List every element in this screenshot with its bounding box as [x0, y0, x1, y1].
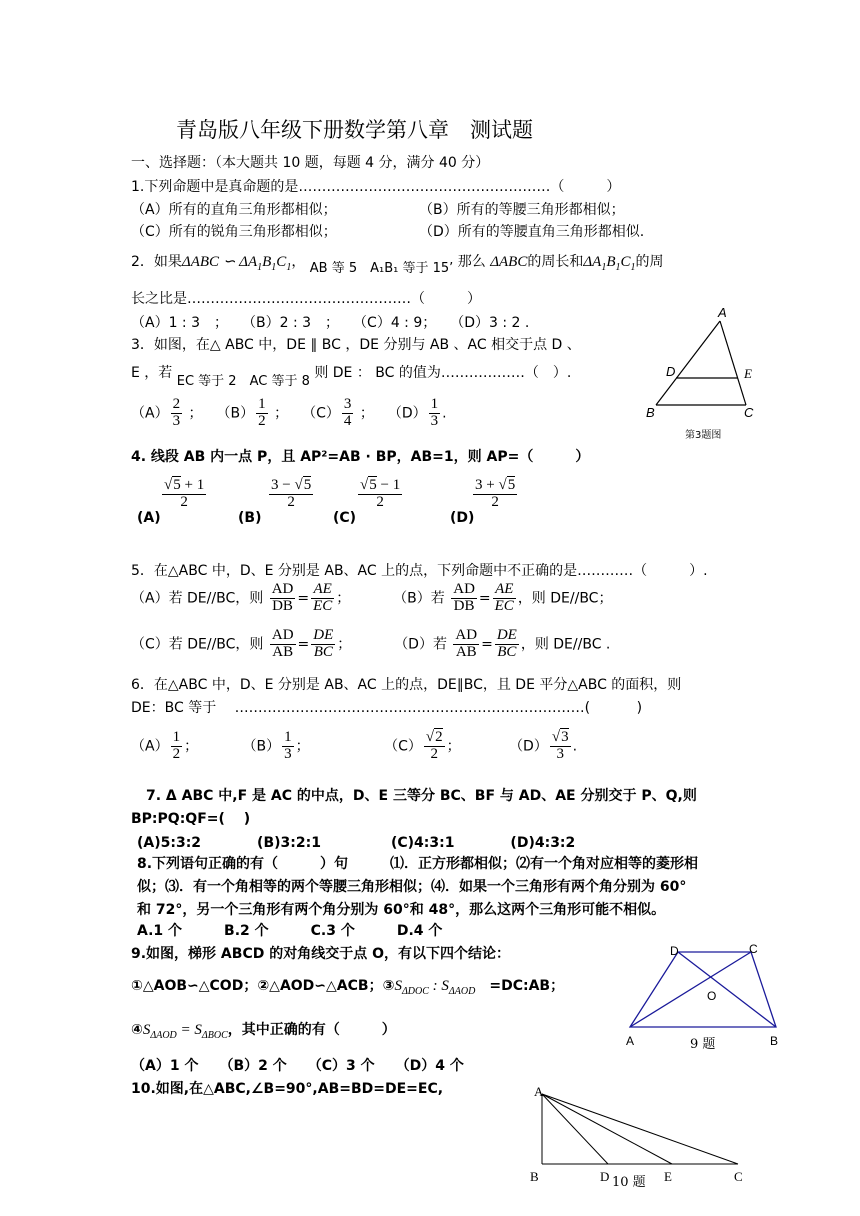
denominator: 2 — [491, 493, 499, 510]
frac: $\frac{√2}{2}$ — [425, 729, 443, 762]
q5-option-d-tail: ，则 DE//BC . — [520, 636, 611, 653]
label-a: A — [534, 1084, 544, 1099]
q7-line2: BP:PQ:QF=( ) — [131, 811, 251, 827]
segment-ab — [656, 321, 720, 405]
q9-line1: 9.如图，梯形 ABCD 的对角线交于点 O，有以下四个结论： — [131, 946, 510, 962]
q10-line1: 10.如图,在△ABC,∠B=90°,AB=BD=DE=EC, — [131, 1081, 444, 1097]
q4-stem: 4. 线段 AB 内一点 P，且 AP²=AB · BP，AB=1，则 AP=（ ） — [131, 449, 590, 465]
q9-text: ，其中正确的有（ ） — [227, 1022, 396, 1038]
q5-option-b-tail: ，则 DE//BC； — [517, 590, 613, 607]
q5-option-d: （D）若 — [394, 636, 447, 653]
denominator: 3 — [430, 412, 439, 429]
q3-label-a: （A） — [131, 405, 169, 422]
frac: $\frac{AD}{DB}$ — [453, 581, 475, 614]
segment-ac — [720, 321, 746, 405]
q4-label-d: (D) — [450, 510, 475, 526]
denominator: 2 — [180, 493, 188, 510]
q3-frac-d — [429, 397, 441, 430]
q3-text: 则 DE ： BC 的值为………………（ ）. — [314, 365, 572, 381]
label-c: C — [734, 1169, 743, 1184]
q2-ratio-note: AB 等 5 A₁B₁ 等于 15’ — [309, 261, 454, 276]
q9-area-ratio: $S_{\Delta DOC}$ : $S_{\Delta AOD}$ — [394, 978, 476, 997]
fig-caption: 10 题 — [612, 1175, 646, 1190]
q2-text: 的周 — [635, 254, 664, 270]
q1-option-b: （B）所有的等腰三角形都相似； — [419, 202, 625, 218]
segment-ae — [542, 1094, 672, 1164]
q3-text: E ，若 — [131, 365, 173, 381]
q3-frac-b — [256, 397, 268, 430]
q5-option-a: （A）若 DE//BC，则 — [131, 590, 264, 607]
label-a: A — [718, 305, 727, 320]
q2-line1 — [131, 251, 664, 276]
segment-ad — [542, 1094, 608, 1164]
q3-line2 — [131, 362, 572, 389]
q4-frac-d — [473, 478, 517, 511]
fig-caption: 9 题 — [690, 1037, 716, 1052]
q5-row1: （A）若 DE//BC，则 $\frac{AD}{DB}$ = $\frac{AE}{EC}$ ； （B）若 $\frac{AD}{DB}$ = $\frac{AE}{EC}$ ，则 DE//BC； — [131, 581, 613, 614]
q4-frac-a — [162, 478, 206, 511]
fig-caption: 第3题图 — [685, 430, 722, 441]
label-c: C — [749, 942, 758, 956]
q8-line1: 8.下列语句正确的有（ ）句 ⑴．正方形都相似；⑵有一个角对应相等的菱形相 — [137, 856, 699, 872]
denominator: 2 — [287, 493, 295, 510]
numerator: 2 — [172, 396, 181, 412]
q3-options: （A） $\frac{2}{3}$ ； （B） $\frac{1}{2}$ ； （C） $\frac{3}{4}$ ； （D） $\frac{1}{3}$ . — [131, 396, 447, 429]
q9-area-eq: $S_{\Delta AOD} = S_{\Delta BOC}$ — [142, 1022, 228, 1041]
q3-label-c: ； （C） — [274, 405, 340, 422]
q5-row2: （C）若 DE//BC，则 $\frac{AD}{AB}$ = $\frac{DE}{BC}$ ； （D）若 $\frac{AD}{AB}$ = $\frac{DE}{BC}$ ，则 DE//BC . — [131, 627, 611, 660]
q8-line3: 和 72°，另一个三角形有两个角分别为 60°和 48°，那么这两个三角形可能不相似。 — [137, 902, 666, 918]
frac: $\frac{AD}{DB}$ — [271, 581, 294, 614]
label-b: B — [646, 405, 655, 420]
q2-similarity-expr: ΔABC ∽ $\Delta A_1B_1C_1$ — [181, 254, 292, 273]
frac: $\frac{AD}{AB}$ — [271, 627, 294, 660]
q3-line1: 3．如图，在△ ABC 中，DE ∥ BC ，DE 分别与 AB 、AC 相交于点 D 、 — [131, 337, 581, 353]
diagonal-ac — [630, 952, 751, 1027]
q8-options: A.1 个 B.2 个 C.3 个 D.4 个 — [137, 923, 443, 939]
label-d: D — [600, 1169, 610, 1184]
q2-comma: ， — [291, 254, 306, 270]
denominator: 2 — [376, 493, 384, 510]
diagonal-bd — [678, 952, 776, 1027]
q1-stem: 1.下列命题中是真命题的是………………………………………………（ ） — [131, 179, 621, 195]
q3-given-note: EC 等于 2 AC 等于 8 — [176, 374, 310, 389]
frac: $\frac{AE}{EC}$ — [494, 581, 514, 614]
frac: $\frac{DE}{BC}$ — [313, 627, 334, 660]
q4-label-c: (C) — [333, 510, 357, 526]
q4-label-b: (B) — [238, 510, 262, 526]
q7-line1: 7. Δ ABC 中,F 是 AC 的中点，D、E 三等分 BC、BF 与 AD、AE 分别交于 P、Q,则 — [146, 788, 697, 804]
q2-triangle-a1b1c1: $\Delta A_1B_1C_1$ — [583, 254, 636, 273]
q6-line1: 6．在△ABC 中，D、E 分别是 AB、AC 上的点，DE∥BC，且 DE 平分△ABC 的面积，则 — [131, 677, 682, 693]
q9-line3: $④S_{\Delta AOD} = S_{\Delta BOC}$，其中正确的有（ ） — [131, 1022, 396, 1041]
numerator: √5 − 1 — [360, 477, 401, 493]
q2-triangle-abc: ΔABC — [490, 254, 528, 270]
q8-line2: 似；⑶．有一个角相等的两个等腰三角形相似；⑷．如果一个三角形有两个角分别为 60° — [137, 879, 687, 895]
q4-frac-c — [358, 478, 402, 511]
q6-options: （A） $\frac{1}{2}$ ； （B） $\frac{1}{3}$ ； （C） $\frac{√2}{2}$ ； （D） $\frac{√3}{3}$ . — [131, 729, 578, 762]
q2-text: 那么 — [457, 254, 486, 270]
frac: $\frac{AE}{EC}$ — [313, 581, 333, 614]
q3-frac-c — [342, 397, 354, 430]
q6-line2: DE：BC 等于 …………………………………………………………………( ) — [131, 700, 643, 716]
q3-label-b: ； （B） — [188, 405, 255, 422]
frac: $\frac{AD}{AB}$ — [455, 627, 478, 660]
frac: $\frac{1}{2}$ — [172, 729, 181, 762]
label-c: C — [744, 405, 754, 420]
q5-option-c: （C）若 DE//BC，则 — [131, 636, 264, 653]
numerator: 1 — [430, 396, 439, 412]
frac: $\frac{DE}{BC}$ — [496, 627, 517, 660]
frac: $\frac{1}{3}$ — [284, 729, 292, 762]
label-b: B — [530, 1169, 539, 1184]
q1-option-c: （C）所有的锐角三角形都相似； — [131, 224, 337, 240]
label-b: B — [770, 1034, 779, 1048]
label-d: D — [670, 944, 679, 958]
q3-label-d: ； （D） — [359, 405, 427, 422]
label-e: E — [664, 1169, 672, 1184]
segment-ac — [542, 1094, 738, 1164]
q9-text: =DC:AB； — [489, 978, 565, 994]
trapezoid-abcd — [630, 952, 776, 1027]
denominator: 4 — [343, 412, 352, 429]
q4-frac-b — [269, 478, 313, 511]
q1-option-d: （D）所有的等腰直角三角形都相似. — [419, 224, 645, 240]
section-heading: 一、选择题：（本大题共 10 题，每题 4 分，满分 40 分） — [131, 155, 490, 171]
q3-frac-a — [171, 397, 183, 430]
numerator: 3 + √5 — [475, 477, 516, 493]
q7-options: (A)5:3:2 (B)3:2:1 (C)4:3:1 (D)4:3:2 — [137, 835, 576, 851]
numerator: 3 − √5 — [271, 477, 312, 493]
q9-options: （A）1 个 （B）2 个 （C）3 个 （D）4 个 — [131, 1058, 464, 1074]
q4-label-a: (A) — [137, 510, 161, 526]
q5-option-b: （B）若 — [393, 590, 445, 607]
q2-line2: 长之比是…………………………………………（ ） — [131, 291, 481, 307]
q9-text: ①△AOB∽△COD；②△AOD∽△ACB；③ — [131, 978, 395, 994]
q2-options: （A）1 : 3 ； （B）2 : 3 ； （C）4 : 9； （D）3 : 2 . — [131, 315, 530, 331]
q9-line2 — [131, 975, 564, 997]
q2-text: 2．如果 — [131, 254, 182, 270]
page-title: 青岛版八年级下册数学第八章 测试题 — [176, 118, 533, 142]
denominator: 3 — [172, 412, 181, 429]
label-d: D — [666, 364, 676, 379]
q9-trapezoid-figure — [618, 940, 788, 1055]
q5-stem: 5．在△ABC 中，D、E 分别是 AB、AC 上的点，下列命题中不正确的是…………（ ）. — [131, 563, 708, 579]
numerator: 1 — [258, 396, 266, 412]
q3-figure — [640, 305, 770, 445]
numerator: √5 + 1 — [164, 477, 205, 493]
numerator: 3 — [343, 396, 352, 412]
denominator: 2 — [258, 412, 266, 429]
frac: $\frac{√3}{3}$ — [551, 729, 569, 762]
label-a: A — [626, 1034, 635, 1048]
label-o: O — [707, 989, 717, 1003]
label-e: E — [744, 366, 752, 381]
q2-text: 的周长和 — [527, 254, 584, 270]
q10-triangle-figure — [522, 1082, 762, 1192]
q1-option-a: （A）所有的直角三角形都相似； — [131, 202, 337, 218]
